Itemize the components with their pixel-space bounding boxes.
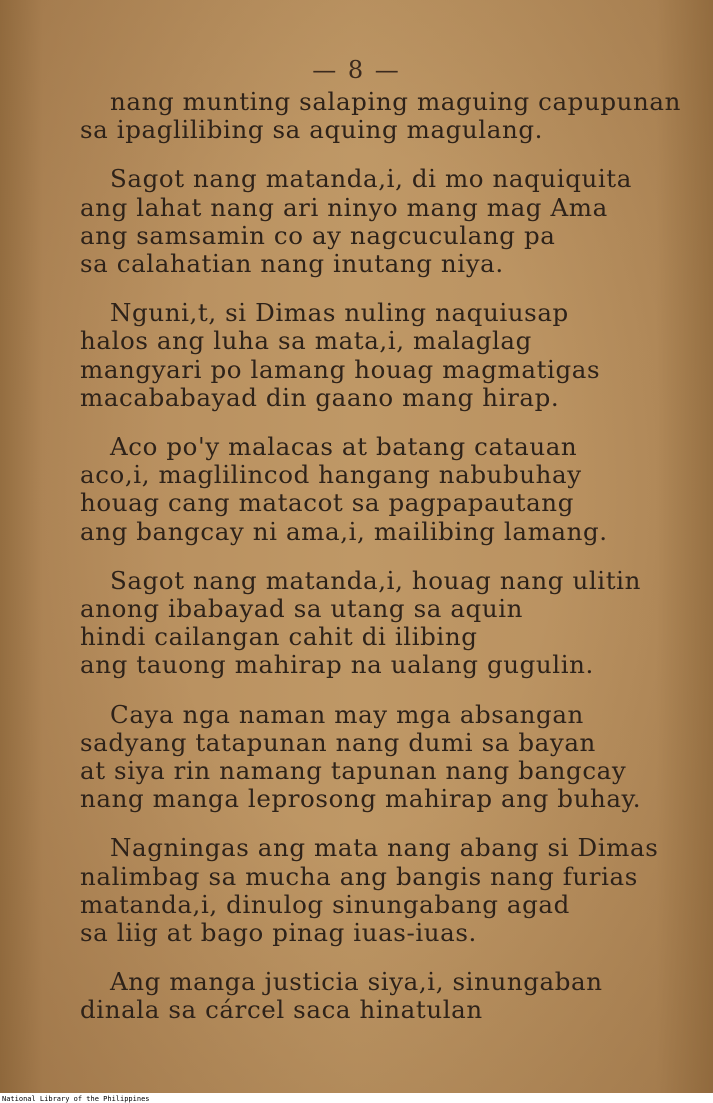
verse-line: Caya nga naman may mga absangan: [110, 699, 584, 729]
verse-line: halos ang luha sa mata,i, malaglag: [80, 326, 532, 356]
verse-line: matanda,i, dinulog sinungabang agad: [80, 889, 570, 919]
verse-line: houag cang matacot sa pagpapautang: [80, 488, 574, 518]
stanza: [80, 433, 660, 546]
verse-line: aco,i, maglilincod hangang nabubuhay: [80, 460, 582, 490]
footer-credit: National Library of the Philippines: [2, 1095, 150, 1103]
verse-line: ang lahat nang ari ninyo mang mag Ama: [80, 192, 608, 222]
verse-line: nang manga leprosong mahirap ang buhay.: [80, 784, 642, 814]
verse-line: nalimbag sa mucha ang bangis nang furias: [80, 861, 638, 891]
verse-line: at siya rin namang tapunan nang bangcay: [80, 756, 627, 786]
verse-line: hindi cailangan cahit di ilibing: [80, 622, 478, 652]
verse-line: Aco po'y malacas at batang catauan: [110, 432, 578, 462]
verse-line: Nagningas ang mata nang abang si Dimas: [110, 833, 659, 863]
poem-text: [80, 87, 681, 1046]
stanza: [80, 299, 660, 412]
verse-line: mangyari po lamang houag magmatigas: [80, 354, 601, 384]
verse-line: macababayad din gaano mang hirap.: [80, 382, 560, 412]
verse-line: anong ibabayad sa utang sa aquin: [80, 594, 524, 624]
verse-line: Sagot nang matanda,i, di mo naquiquita: [110, 164, 632, 194]
verse-line: ang bangcay ni ama,i, mailibing lamang.: [80, 516, 608, 546]
verse-line: Sagot nang matanda,i, houag nang ulitin: [110, 565, 641, 595]
verse-line: ang samsamin co ay nagcuculang pa: [80, 220, 556, 250]
stanza: [80, 165, 660, 278]
stanza: [80, 87, 681, 145]
verse-line: sadyang tatapunan nang dumi sa bayan: [80, 727, 596, 757]
verse-line: sa calahatian nang inutang niya.: [80, 249, 504, 279]
verse-line: nang munting salaping maguing capupunan: [110, 87, 681, 116]
stanza: [80, 567, 660, 680]
stanza: [80, 701, 660, 814]
verse-line: Ang manga justicia siya,i, sinungaban: [110, 967, 603, 997]
stanza: [80, 834, 660, 947]
verse-line: dinala sa cárcel saca hinatulan: [80, 995, 483, 1025]
verse-line: Nguni,t, si Dimas nuling naquiusap: [110, 298, 569, 328]
stanza: [80, 968, 660, 1024]
verse-line: sa liig at bago pinag iuas-iuas.: [80, 918, 477, 948]
verse-line: sa ipaglilibing sa aquing magulang.: [80, 115, 544, 145]
verse-line: ang tauong mahirap na ualang gugulin.: [80, 650, 594, 680]
page-number: — 8 —: [312, 56, 401, 84]
